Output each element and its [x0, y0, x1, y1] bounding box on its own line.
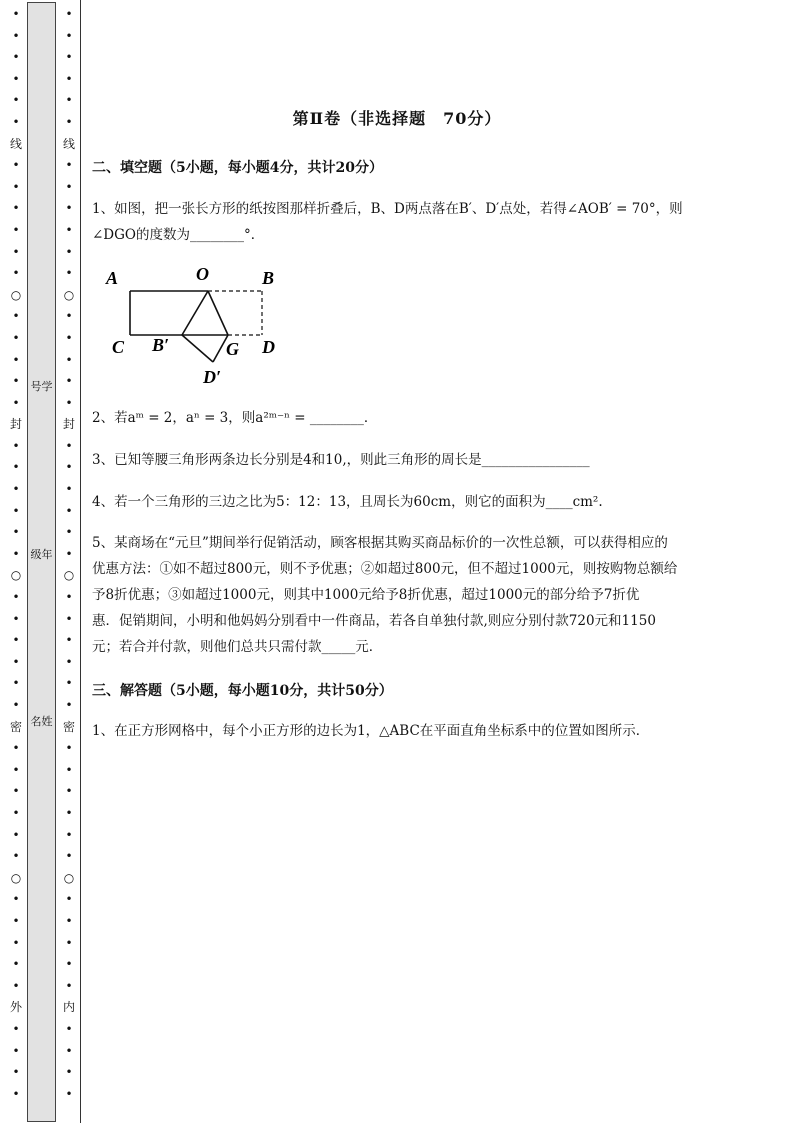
margin-dot: • — [12, 222, 20, 237]
q5-line: 5、某商场在“元旦”期间举行促销活动，顾客根据其购买商品标价的一次性总额，可以获得相应的 — [92, 535, 668, 551]
margin-dot: • — [65, 330, 73, 345]
margin-dot: • — [12, 1086, 20, 1101]
margin-dot: • — [65, 50, 73, 65]
margin-dot: • — [65, 611, 73, 626]
margin-dot: • — [12, 352, 20, 367]
field-label-number: 号学 — [30, 380, 53, 393]
margin-dot: • — [12, 50, 20, 65]
q5-line: 优惠方法：①如不超过800元，则不予优惠；②如超过800元，但不超过1000元，则按购物总额给 — [92, 561, 678, 577]
question-2-5 — [92, 530, 742, 660]
margin-dot: • — [12, 1021, 20, 1036]
margin-dot: • — [65, 1043, 73, 1058]
margin-dot: • — [12, 698, 20, 712]
margin-dot: • — [65, 913, 73, 928]
margin-dot: • — [65, 762, 73, 777]
field-label-grade: 级年 — [30, 548, 53, 561]
margin-mark: 内 — [63, 1000, 76, 1015]
margin-dot: • — [12, 935, 20, 950]
margin-dot: • — [12, 93, 20, 108]
margin-dot: • — [12, 913, 20, 928]
margin-dot: • — [65, 7, 73, 21]
section2-heading: 二、填空题（5小题，每小题4分，共计20分） — [92, 160, 383, 176]
margin-mark: 密 — [10, 719, 23, 734]
margin-dot: • — [12, 28, 20, 43]
margin-dot: • — [12, 460, 20, 475]
field-label-name: 名姓 — [30, 715, 53, 728]
question-2-1 — [92, 196, 742, 248]
margin-dot: • — [65, 244, 73, 259]
margin-dot: • — [12, 158, 20, 173]
margin-mark: 封 — [10, 417, 23, 432]
margin-dot: • — [12, 309, 20, 324]
margin-mark: 密 — [63, 719, 76, 734]
margin-dot: • — [12, 654, 20, 669]
margin-mark: ○ — [10, 287, 22, 302]
margin-dot: • — [65, 460, 73, 475]
margin-dot: • — [65, 654, 73, 669]
margin-dot: • — [12, 633, 20, 648]
margin-dot: • — [12, 114, 20, 129]
margin-dot: • — [12, 244, 20, 259]
margin-dot: • — [65, 114, 73, 129]
margin-dot: • — [12, 546, 20, 561]
q5-line: 惠．促销期间，小明和他妈妈分别看中一件商品，若各自单独付款,则应分别付款720元和1150 — [92, 613, 656, 629]
margin-mark: ○ — [10, 870, 22, 885]
section3-heading: 三、解答题（5小题，每小题10分，共计50分） — [92, 683, 393, 699]
label-A: A — [106, 268, 119, 288]
question-2-3: 3、已知等腰三角形两条边长分别是4和10,，则此三角形的周长是________________ — [92, 452, 590, 468]
margin-dot: • — [12, 438, 20, 453]
margin-dot: • — [65, 784, 73, 799]
margin-dot: • — [12, 762, 20, 777]
margin-dot: • — [65, 93, 73, 108]
outer-dot-column — [10, 4, 22, 1127]
question-2-2: 2、若aᵐ = 2，aⁿ = 3，则a²ᵐ⁻ⁿ = ________． — [92, 410, 378, 426]
margin-dot: • — [65, 546, 73, 561]
inner-dot-column — [63, 4, 75, 1127]
margin-dot: • — [65, 698, 73, 712]
margin-dot: • — [65, 525, 73, 540]
margin-dot: • — [65, 741, 73, 756]
margin-dot: • — [12, 805, 20, 820]
margin-mark: ○ — [63, 870, 75, 885]
margin-dot: • — [12, 741, 20, 756]
margin-mark: ○ — [63, 287, 75, 302]
margin-dot: • — [12, 784, 20, 799]
margin-dot: • — [12, 957, 20, 972]
margin-dot: • — [65, 1021, 73, 1036]
margin-dot: • — [65, 438, 73, 453]
q1-line1: 1、如图，把一张长方形的纸按图那样折叠后，B、D两点落在B′、D′点处，若得∠AOB′ = 70°，则 — [92, 201, 683, 217]
question-2-4: 4、若一个三角形的三边之比为5：12：13，且周长为60cm，则它的面积为____cm². — [92, 494, 603, 510]
margin-dot: • — [12, 1065, 20, 1080]
margin-dot: • — [65, 179, 73, 194]
margin-dot: • — [12, 71, 20, 86]
margin-dot: • — [65, 395, 73, 410]
label-C: C — [112, 337, 125, 357]
margin-dot: • — [65, 201, 73, 216]
margin-mark: 线 — [63, 136, 76, 151]
margin-dot: • — [12, 7, 20, 21]
margin-dot: • — [65, 978, 73, 993]
q5-line: 予8折优惠；③如超过1000元，则其中1000元给予8折优惠，超过1000元的部分给予7折优 — [92, 587, 640, 603]
margin-dot: • — [65, 71, 73, 86]
margin-dot: • — [12, 611, 20, 626]
margin-mark: 封 — [63, 417, 76, 432]
margin-dot: • — [65, 222, 73, 237]
margin-dot: • — [12, 590, 20, 605]
margin-dot: • — [12, 482, 20, 497]
margin-dot: • — [12, 1043, 20, 1058]
margin-dot: • — [65, 1065, 73, 1080]
margin-dot: • — [12, 330, 20, 345]
label-O: O — [196, 264, 209, 284]
margin-dot: • — [12, 266, 20, 281]
fold-figure — [100, 262, 290, 392]
margin-dot: • — [65, 158, 73, 173]
margin-dot: • — [65, 28, 73, 43]
margin-dot: • — [12, 978, 20, 993]
margin-dot: • — [65, 892, 73, 907]
margin-dot: • — [12, 525, 20, 540]
margin-dot: • — [65, 633, 73, 648]
margin-dot: • — [12, 849, 20, 864]
margin-dot: • — [65, 482, 73, 497]
margin-dot: • — [12, 892, 20, 907]
question-3-1: 1、在正方形网格中，每个小正方形的边长为1，△ABC在平面直角坐标系中的位置如图所示． — [92, 723, 650, 739]
student-info-band — [27, 2, 56, 1122]
margin-dot: • — [12, 395, 20, 410]
margin-dot: • — [65, 827, 73, 842]
margin-mark: ○ — [10, 568, 22, 583]
q5-line: 元；若合并付款，则他们总共只需付款_____元． — [92, 639, 383, 655]
label-B-prime: B′ — [152, 335, 170, 355]
margin-dot: • — [65, 957, 73, 972]
label-D: D — [262, 337, 275, 357]
label-B: B — [262, 268, 275, 288]
margin-mark: 外 — [10, 1000, 23, 1015]
margin-dot: • — [65, 1086, 73, 1101]
margin-dot: • — [12, 676, 20, 691]
margin-rule — [80, 0, 81, 1123]
margin-dot: • — [65, 352, 73, 367]
q1-line2: ∠DGO的度数为________°． — [92, 227, 265, 243]
label-G: G — [226, 339, 239, 359]
margin-dot: • — [65, 935, 73, 950]
margin-dot: • — [65, 266, 73, 281]
page-title: 第Ⅱ卷（非选择题 70分） — [292, 109, 502, 128]
margin-dot: • — [65, 374, 73, 389]
margin-dot: • — [65, 805, 73, 820]
margin-dot: • — [65, 676, 73, 691]
margin-dot: • — [65, 590, 73, 605]
margin-mark: 线 — [10, 136, 23, 151]
margin-mark: ○ — [63, 568, 75, 583]
margin-dot: • — [12, 201, 20, 216]
margin-dot: • — [12, 503, 20, 518]
margin-dot: • — [65, 309, 73, 324]
margin-dot: • — [65, 849, 73, 864]
margin-dot: • — [12, 374, 20, 389]
margin-dot: • — [12, 179, 20, 194]
margin-dot: • — [12, 827, 20, 842]
label-D-prime: D′ — [203, 367, 222, 387]
margin-dot: • — [65, 503, 73, 518]
